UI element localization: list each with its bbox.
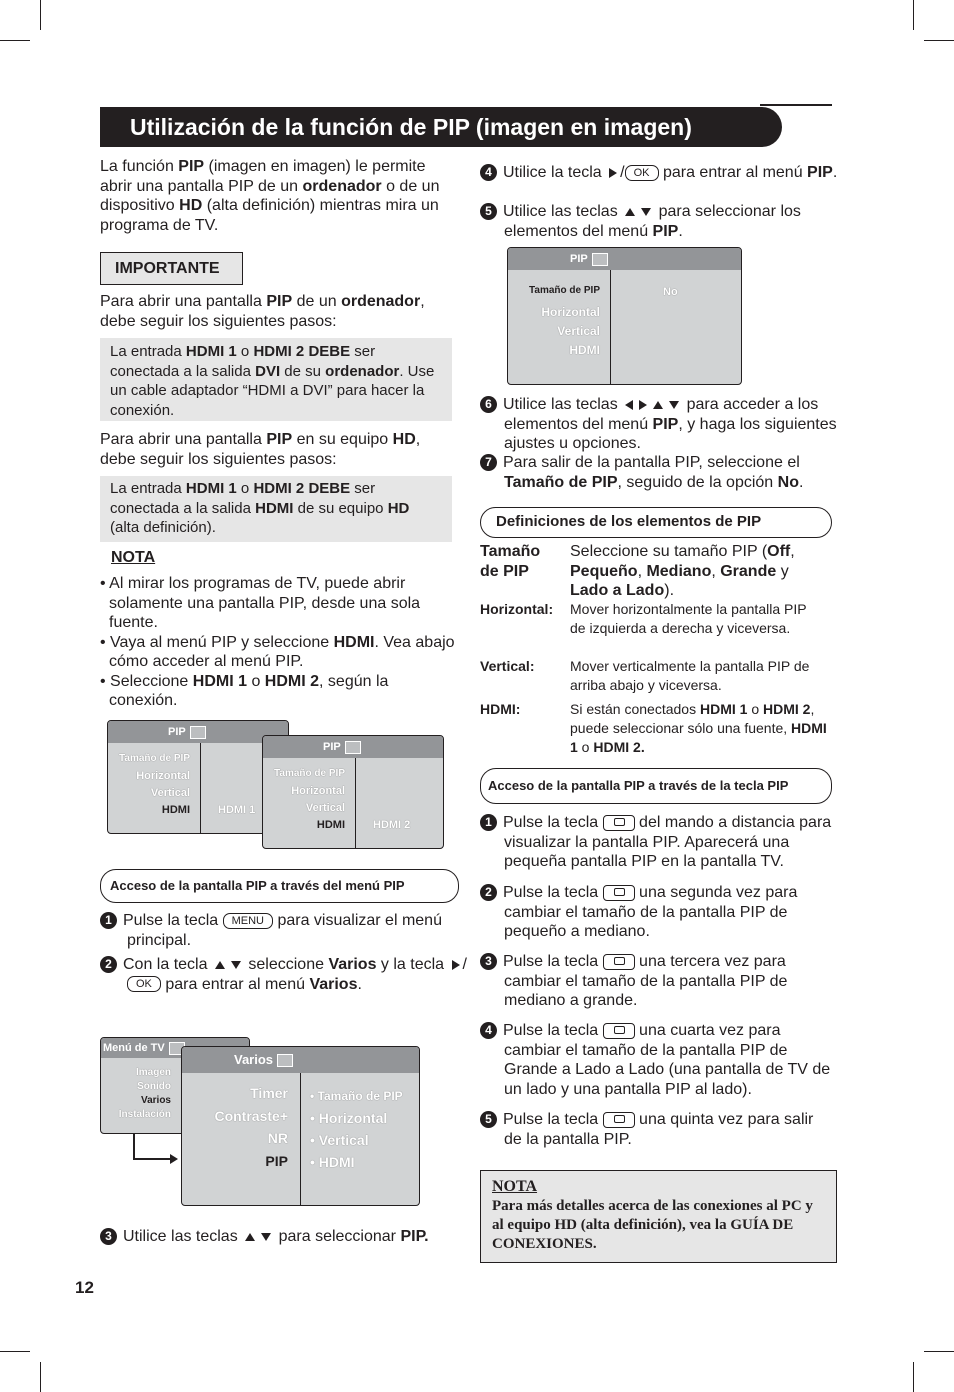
- menu-item: Vertical: [305, 802, 345, 814]
- access-key-heading: Acceso de la pantalla PIP a través de la tecla PIP: [480, 768, 832, 804]
- step-3: 3 Utilice las teclas para seleccionar PIP.: [100, 1227, 460, 1247]
- step-5: 5 Utilice las teclas para seleccionar los elementos del menú PIP.: [480, 202, 856, 241]
- menu-item: Sonido: [137, 1081, 171, 1092]
- step-number: 1: [100, 912, 117, 929]
- step-number: 2: [480, 884, 497, 901]
- pip-icon: [345, 741, 361, 754]
- right-arrow-icon: [639, 400, 647, 410]
- right-arrow-icon: [609, 168, 617, 178]
- menu-item-active: HDMI: [161, 804, 190, 816]
- down-arrow-icon: [261, 1233, 271, 1241]
- up-arrow-icon: [625, 208, 635, 216]
- key-step: 2 Pulse la tecla una segunda vez para cambiar el tamaño de la pantalla PIP de pequeño a mediano.: [480, 883, 832, 952]
- definition-row: [480, 542, 835, 600]
- menu-item: HDMI: [569, 343, 600, 357]
- connector-line: [133, 1158, 171, 1160]
- step-number: 6: [480, 396, 497, 413]
- menu-key-icon: MENU: [223, 913, 273, 929]
- key-step: 3 Pulse la tecla una tercera vez para cambiar el tamaño de la pantalla PIP de mediano a grande.: [480, 952, 832, 1021]
- menu-header: Varios: [234, 1052, 274, 1067]
- menu-item-active: Varios: [140, 1095, 171, 1106]
- down-arrow-icon: [231, 961, 241, 969]
- nota-bullet: • Vaya al menú PIP y seleccione HDMI. Vea abajo cómo acceder al menú PIP.: [100, 633, 455, 670]
- ok-key-icon: OK: [127, 976, 161, 992]
- crop-mark: [40, 0, 41, 30]
- step-6: 6 Utilice las teclas para acceder a los elementos del menú PIP, y haga los siguientes ajustes u opciones.: [480, 395, 856, 454]
- pip-menu-hdmi2: [262, 735, 444, 849]
- pc-steps-intro: Para abrir una pantalla PIP de un ordenador, debe seguir los siguientes pasos:: [100, 293, 425, 330]
- right-arrow-icon: [452, 960, 460, 970]
- submenu-item: • Vertical: [310, 1132, 369, 1148]
- crop-mark: [913, 0, 914, 30]
- menu-item: Contraste+: [214, 1108, 288, 1124]
- step-7: 7 Para salir de la pantalla PIP, seleccione el Tamaño de PIP, seguido de la opción No.: [480, 453, 859, 492]
- final-note-box: [480, 1170, 837, 1263]
- ok-key-icon: OK: [625, 165, 659, 181]
- definition-desc: Mover verticalmente la pantalla PIP de arriba abajo y viceversa.: [570, 658, 810, 693]
- pc-connection-note: La entrada HDMI 1 o HDMI 2 DEBE ser conectada a la salida DVI de su ordenador. Use un cable adaptador “HDMI a DVI” para hacer la conexión.: [100, 338, 452, 421]
- menu-item: Timer: [250, 1085, 288, 1101]
- step-number: 5: [480, 1111, 497, 1128]
- nota-bullet: • Al mirar los programas de TV, puede abrir solamente una pantalla PIP, desde una sola fuente.: [100, 575, 421, 631]
- menu-item: Instalación: [118, 1109, 171, 1120]
- crop-mark: [40, 1362, 41, 1392]
- crop-mark: [0, 1351, 30, 1352]
- menu-item: Tamaño de PIP: [274, 768, 345, 779]
- definition-term: Tamaño de PIP: [480, 543, 541, 580]
- varios-menu: [181, 1046, 420, 1206]
- crop-mark: [0, 40, 30, 41]
- nota-list: [100, 574, 455, 711]
- menu-item: Imagen: [135, 1067, 171, 1078]
- menu-item: Horizontal: [541, 305, 600, 319]
- hd-steps-intro: Para abrir una pantalla PIP en su equipo HD, debe seguir los siguientes pasos:: [100, 431, 421, 468]
- final-note-text: Para más detalles acerca de las conexiones al PC y al equipo HD (alta definición), vea la GUÍA DE CONEXIONES.: [492, 1198, 813, 1252]
- important-label: IMPORTANTE: [100, 252, 243, 285]
- hd-connection-note: La entrada HDMI 1 o HDMI 2 DEBE ser conectada a la salida HDMI de su equipo HD (alta definición).: [100, 476, 452, 542]
- step-number: 2: [100, 956, 117, 973]
- up-arrow-icon: [245, 1233, 255, 1241]
- pip-icon: [592, 253, 608, 266]
- menu-item-active: HDMI: [316, 819, 345, 831]
- key-steps-list: [480, 813, 832, 1149]
- menu-value: HDMI 1: [218, 804, 256, 816]
- submenu-item: • Horizontal: [310, 1110, 388, 1126]
- menu-item: Vertical: [150, 787, 190, 799]
- menu-header: PIP: [168, 726, 186, 738]
- varios-icon: [277, 1054, 293, 1067]
- definition-term: HDMI:: [480, 701, 521, 717]
- nota-heading: NOTA: [111, 549, 156, 566]
- menu-header: PIP: [323, 741, 341, 753]
- nota-bullet: • Seleccione HDMI 1 o HDMI 2, según la conexión.: [100, 672, 389, 709]
- definition-desc: Si están conectados HDMI 1 o HDMI 2, puede seleccionar sólo una fuente, HDMI 1 o HDMI 2.: [570, 701, 827, 755]
- up-arrow-icon: [653, 401, 663, 409]
- pip-key-icon: [603, 815, 635, 831]
- key-step: 5 Pulse la tecla una quinta vez para salir de la pantalla PIP.: [480, 1110, 832, 1149]
- crop-mark: [924, 40, 954, 41]
- final-note-heading: NOTA: [492, 1178, 538, 1195]
- pip-key-icon: [603, 954, 635, 970]
- intro-paragraph: La función PIP (imagen en imagen) le permite abrir una pantalla PIP de un ordenador o de un dispositivo HD (alta definición) mientras mira un programa de TV.: [100, 158, 440, 234]
- page-number: 12: [75, 1278, 94, 1297]
- menu-item: Tamaño de PIP: [119, 753, 190, 764]
- crop-mark: [913, 1362, 914, 1392]
- step-number: 4: [480, 1022, 497, 1039]
- menu-item: NR: [267, 1130, 288, 1146]
- step-number: 3: [100, 1228, 117, 1245]
- step-number: 3: [480, 953, 497, 970]
- key-step: 1 Pulse la tecla del mando a distancia para visualizar la pantalla PIP. Aparecerá una pequeña pantalla PIP en la pantalla TV.: [480, 813, 832, 883]
- step-2: 2 Con la tecla seleccione Varios y la tecla /OK para entrar al menú Varios.: [100, 955, 482, 994]
- definition-desc: Seleccione su tamaño PIP (Off, Pequeño, Mediano, Grande y Lado a Lado).: [570, 543, 795, 599]
- crop-mark: [924, 1351, 954, 1352]
- access-menu-heading: Acceso de la pantalla PIP a través del menú PIP: [100, 869, 459, 903]
- connector-line: [133, 1134, 135, 1160]
- definitions-list: [480, 542, 835, 758]
- left-arrow-icon: [625, 400, 633, 410]
- definition-term: Horizontal:: [480, 601, 554, 617]
- menu-value: No: [663, 286, 678, 298]
- menu-header: PIP: [570, 253, 588, 265]
- connector-arrow: [170, 1154, 178, 1164]
- key-step: 4 Pulse la tecla una cuarta vez para cambiar el tamaño de la pantalla PIP de Grande a Lado a Lado (una pantalla de TV de un lado y una pantalla PIP al lado).: [480, 1021, 832, 1110]
- step-number: 5: [480, 203, 497, 220]
- step-number: 4: [480, 164, 497, 181]
- down-arrow-icon: [669, 401, 679, 409]
- step-number: 1: [480, 814, 497, 831]
- definition-row: [480, 700, 835, 758]
- up-arrow-icon: [215, 961, 225, 969]
- menu-item: Vertical: [557, 324, 600, 338]
- pip-key-icon: [603, 1023, 635, 1039]
- menu-item-active: Tamaño de PIP: [529, 285, 600, 296]
- title-rule: [760, 104, 832, 106]
- pip-key-icon: [603, 1112, 635, 1128]
- menu-item: Horizontal: [136, 770, 190, 782]
- definition-term: Vertical:: [480, 658, 535, 674]
- menu-value: HDMI 2: [373, 819, 411, 831]
- down-arrow-icon: [641, 208, 651, 216]
- menu-header: Menú de TV: [103, 1042, 165, 1054]
- definition-row: [480, 600, 835, 657]
- step-number: 7: [480, 454, 497, 471]
- pip-menu-no: [507, 247, 742, 385]
- page-title: Utilización de la función de PIP (imagen en imagen): [100, 107, 782, 147]
- step-4: 4 Utilice la tecla / OK para entrar al menú PIP.: [480, 163, 856, 183]
- submenu-item: • HDMI: [310, 1154, 355, 1170]
- definition-row: [480, 657, 835, 700]
- pip-key-icon: [603, 885, 635, 901]
- step-1: 1 Pulse la tecla MENU para visualizar el menú principal.: [100, 911, 482, 950]
- definition-desc: Mover horizontalmente la pantalla PIP de izquierda a derecha y viceversa.: [570, 601, 807, 636]
- definitions-heading: Definiciones de los elementos de PIP: [480, 507, 832, 538]
- pip-icon: [190, 726, 206, 739]
- submenu-item: • Tamaño de PIP: [310, 1089, 403, 1103]
- menu-item: Horizontal: [291, 785, 345, 797]
- menu-item-active: PIP: [265, 1153, 288, 1169]
